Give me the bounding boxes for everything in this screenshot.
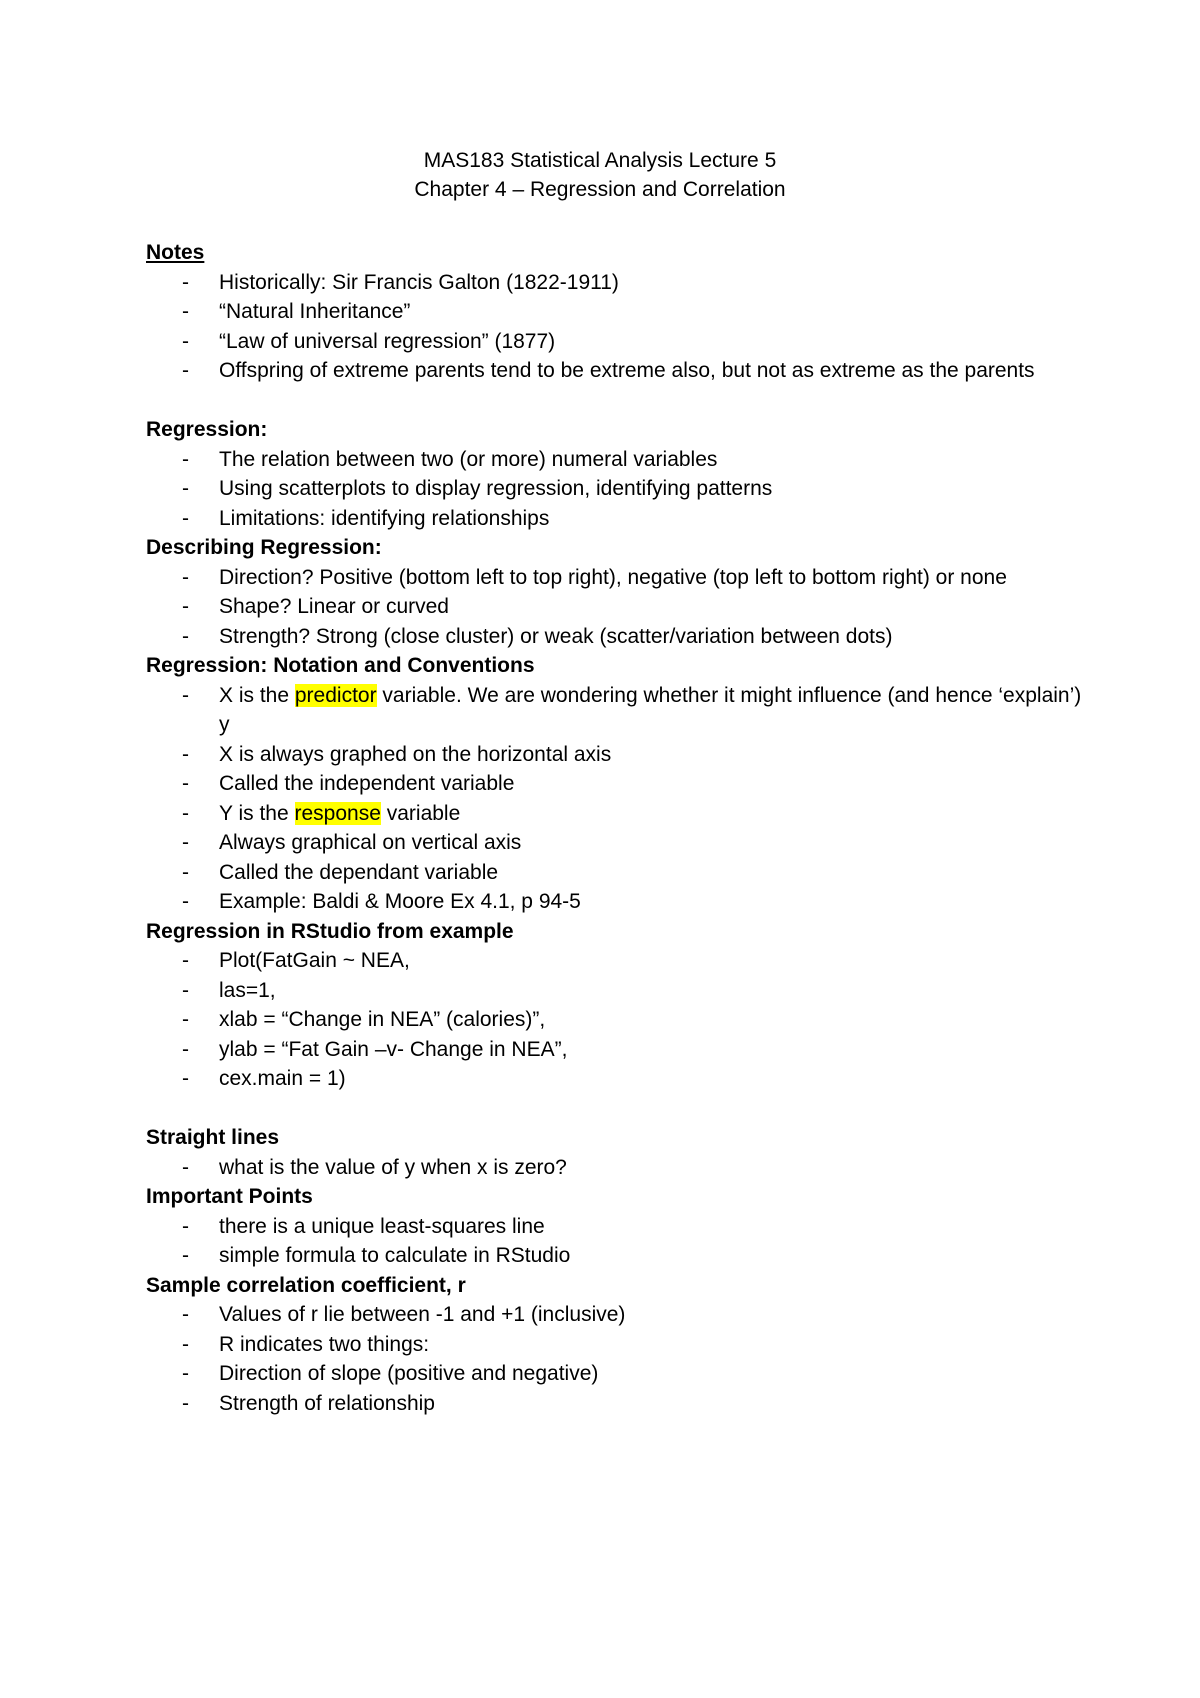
list-item	[146, 681, 1086, 740]
list-item: - Direction? Positive (bottom left to top right), negative (top left to bottom right) or none	[146, 563, 1086, 593]
describing-regression-list	[146, 563, 1086, 652]
list-item: - Always graphical on vertical axis	[146, 828, 1086, 858]
list-item: - X is always graphed on the horizontal axis	[146, 740, 1086, 770]
list-item: - Example: Baldi & Moore Ex 4.1, p 94-5	[146, 887, 1086, 917]
spacer	[146, 1094, 1086, 1124]
title-line-1: MAS183 Statistical Analysis Lecture 5	[423, 149, 777, 172]
list-item: - Offspring of extreme parents tend to be extreme also, but not as extreme as the parents	[146, 356, 1086, 386]
highlighted-term-predictor: predictor	[294, 683, 377, 707]
list-item: - Using scatterplots to display regression, identifying patterns	[146, 474, 1086, 504]
list-item: - what is the value of y when x is zero?	[146, 1153, 1086, 1183]
document-body	[146, 238, 1086, 1418]
section-heading-correlation: Sample correlation coefficient, r	[146, 1273, 466, 1297]
list-item: - ylab = “Fat Gain –v- Change in NEA”,	[146, 1035, 1086, 1065]
list-item: - Strength of relationship	[146, 1389, 1086, 1419]
list-item: - R indicates two things:	[146, 1330, 1086, 1360]
list-item	[146, 799, 1086, 829]
title-line-2: Chapter 4 – Regression and Correlation	[414, 178, 786, 201]
text-segment: Y is the	[219, 801, 295, 825]
text-segment: X is the	[219, 683, 295, 707]
list-item: - xlab = “Change in NEA” (calories)”,	[146, 1005, 1086, 1035]
list-item: - The relation between two (or more) numeral variables	[146, 445, 1086, 475]
section-heading-rstudio: Regression in RStudio from example	[146, 919, 514, 943]
list-item: - “Law of universal regression” (1877)	[146, 327, 1086, 357]
list-item: - Values of r lie between -1 and +1 (inclusive)	[146, 1300, 1086, 1330]
list-item: - Plot(FatGain ~ NEA,	[146, 946, 1086, 976]
section-heading-notation: Regression: Notation and Conventions	[146, 654, 535, 677]
text-segment: variable. We are wondering whether it might influence (and hence ‘explain’) y	[219, 683, 1082, 736]
list-item: - Strength? Strong (close cluster) or weak (scatter/variation between dots)	[146, 622, 1086, 652]
section-heading-regression: Regression:	[146, 418, 268, 441]
list-item: - cex.main = 1)	[146, 1064, 1086, 1094]
list-item: - Direction of slope (positive and negative)	[146, 1359, 1086, 1389]
list-item: - Called the independent variable	[146, 769, 1086, 799]
list-item: - “Natural Inheritance”	[146, 297, 1086, 327]
section-heading-important-points: Important Points	[146, 1185, 313, 1208]
notation-list	[146, 681, 1086, 917]
regression-list	[146, 445, 1086, 534]
highlighted-term-response: response	[294, 801, 381, 825]
list-item: - Shape? Linear or curved	[146, 592, 1086, 622]
spacer	[146, 386, 1086, 416]
section-heading-notes: Notes	[146, 241, 205, 264]
important-points-list	[146, 1212, 1086, 1271]
rstudio-list	[146, 946, 1086, 1094]
document-title	[0, 146, 1200, 204]
list-item: - Called the dependant variable	[146, 858, 1086, 888]
list-item: - there is a unique least-squares line	[146, 1212, 1086, 1242]
section-heading-straight-lines: Straight lines	[146, 1126, 280, 1149]
list-item: - Historically: Sir Francis Galton (1822-1911)	[146, 268, 1086, 298]
notes-list	[146, 268, 1086, 386]
straight-lines-list	[146, 1153, 1086, 1183]
list-item: - las=1,	[146, 976, 1086, 1006]
list-item: - Limitations: identifying relationships	[146, 504, 1086, 534]
section-heading-describing-regression: Describing Regression:	[146, 536, 382, 559]
list-item: - simple formula to calculate in RStudio	[146, 1241, 1086, 1271]
correlation-list	[146, 1300, 1086, 1418]
text-segment: variable	[380, 801, 461, 825]
